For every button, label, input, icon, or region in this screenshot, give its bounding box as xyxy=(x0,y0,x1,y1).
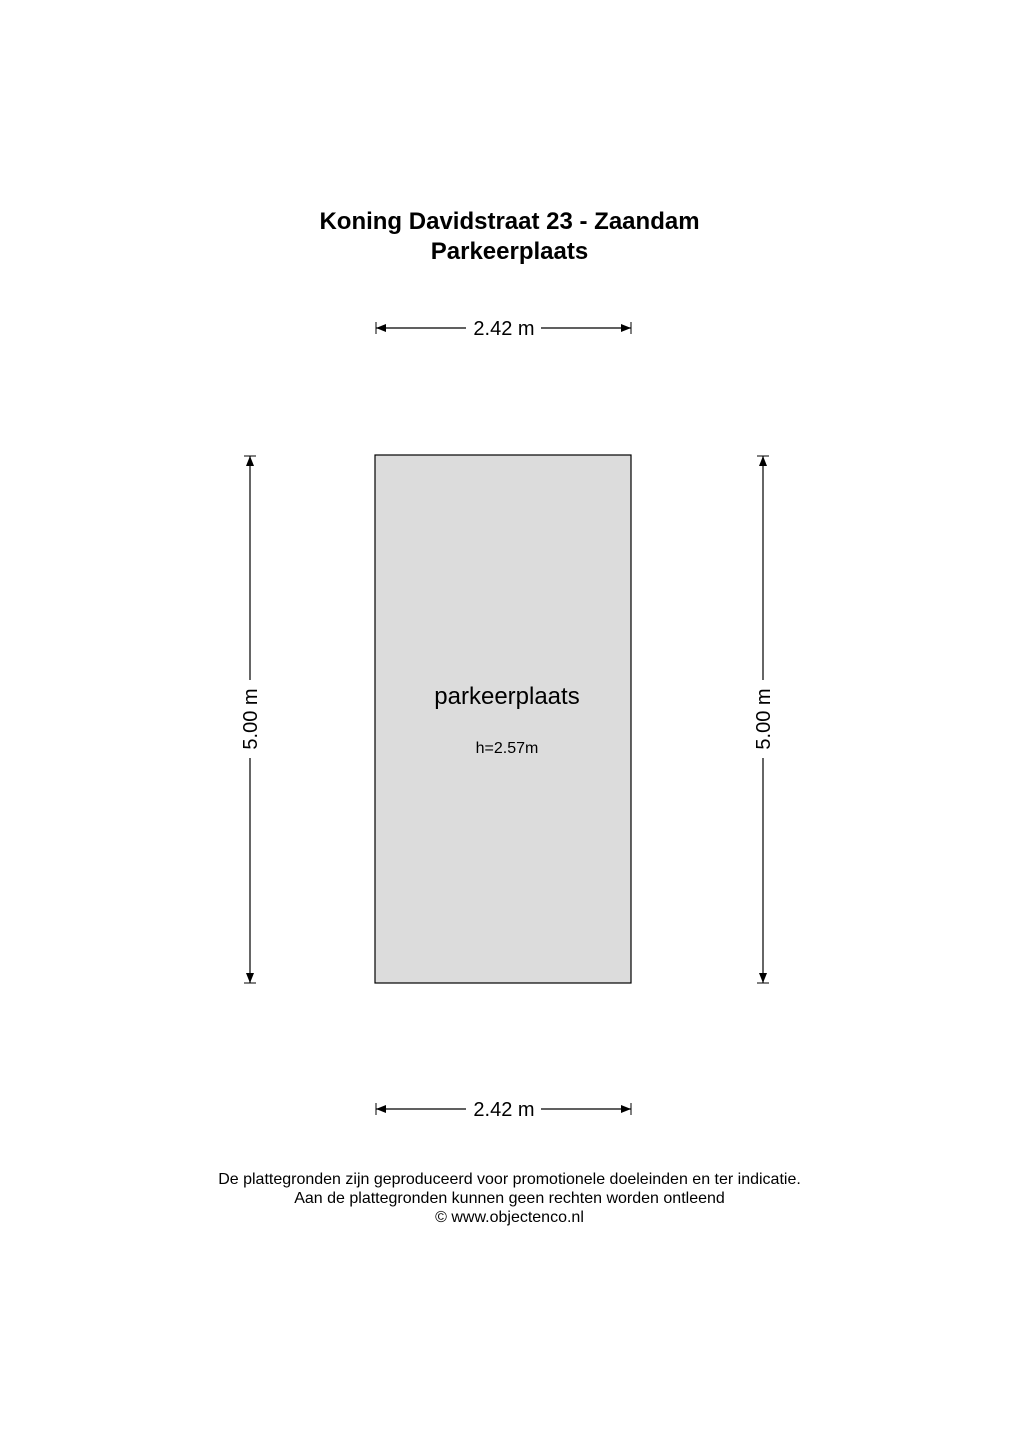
dimension-top-label: 2.42 m xyxy=(473,318,535,340)
dimension-right-label: 5.00 m xyxy=(753,688,775,750)
disclaimer xyxy=(0,1170,1019,1227)
dimension-right xyxy=(753,456,775,983)
dimension-left xyxy=(240,456,262,983)
disclaimer-line-1: De plattegronden zijn geproduceerd voor promotionele doeleinden en ter indicatie. xyxy=(218,1171,801,1188)
dimension-left-label: 5.00 m xyxy=(240,688,262,750)
copyright-line: © www.objectenco.nl xyxy=(435,1209,584,1226)
room-height-label: h=2.57m xyxy=(475,740,539,757)
room-parkeerplaats xyxy=(375,455,631,983)
dimension-bottom-label: 2.42 m xyxy=(473,1099,535,1121)
dimension-bottom xyxy=(376,1099,631,1121)
room-name-label: parkeerplaats xyxy=(434,683,580,710)
disclaimer-line-2: Aan de plattegronden kunnen geen rechten worden ontleend xyxy=(294,1190,725,1207)
dimension-top xyxy=(376,318,631,340)
floor-title: Parkeerplaats xyxy=(430,238,589,265)
page-title: Koning Davidstraat 23 - Zaandam xyxy=(319,208,700,235)
